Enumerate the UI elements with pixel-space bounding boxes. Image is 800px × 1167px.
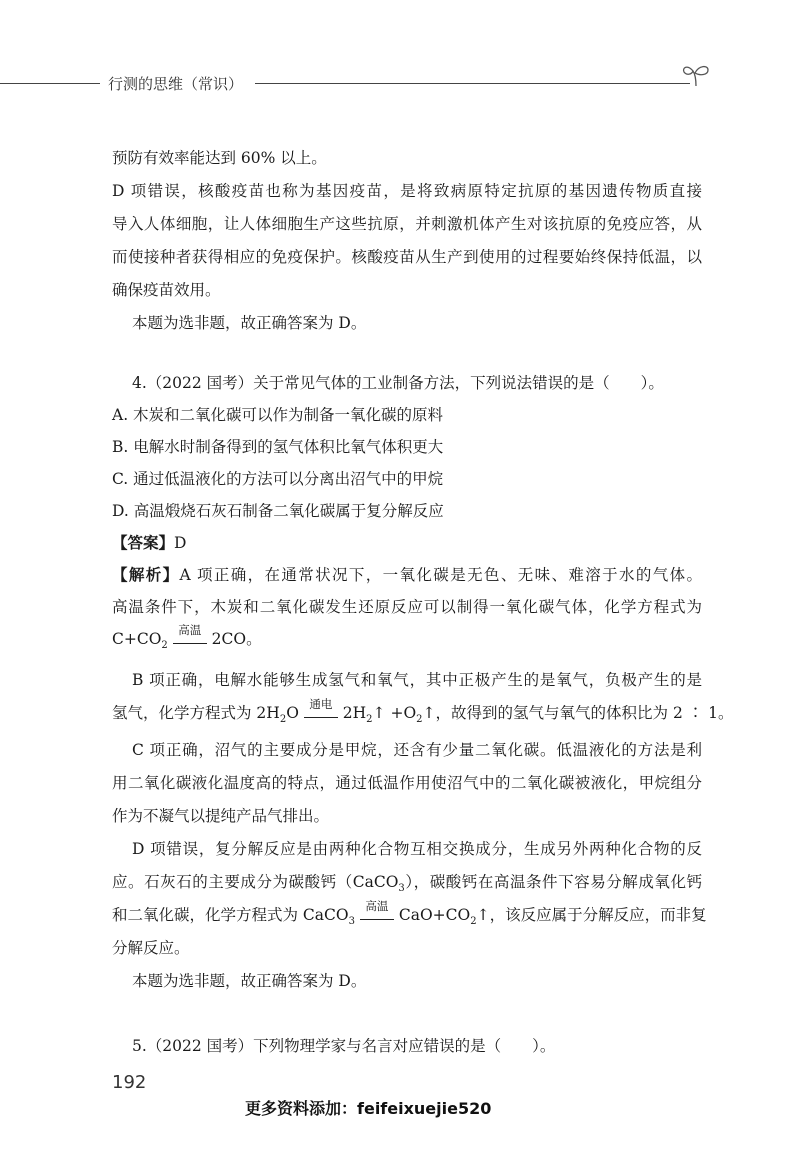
- header-rule-left: [0, 83, 100, 84]
- body-line-3: 导入人体细胞，让人体细胞生产这些抗原，并刺激机体产生对该抗原的免疫应答，从: [112, 215, 702, 233]
- analysis-d-line-1: D 项错误，复分解反应是由两种化合物互相交换成分，生成另外两种化合物的反: [132, 840, 702, 858]
- equation-3-arrow: 高温: [360, 909, 394, 920]
- analysis-c-line-2: 用二氧化碳液化温度高的特点，通过低温作用使沼气中的二氧化碳被液化，甲烷组分: [112, 774, 702, 792]
- question-5: 5.（2022 国考）下列物理学家与名言对应错误的是（ ）。: [132, 1037, 556, 1055]
- footer-contact-note: 更多资料添加：feifeixuejie520: [245, 1099, 492, 1118]
- analysis-b-line-1: B 项正确，电解水能够生成氢气和氧气，其中正极产生的是氧气，负极产生的是: [132, 671, 702, 689]
- option-c: C. 通过低温液化的方法可以分离出沼气中的甲烷: [112, 470, 444, 488]
- option-b: B. 电解水时制备得到的氢气体积比氧气体积更大: [112, 438, 444, 456]
- equation-2-arrow: 通电: [304, 707, 338, 718]
- answer-line: [112, 533, 186, 553]
- page-number: 192: [112, 1072, 147, 1093]
- analysis-a-line-1: 【解析】A 项正确，在通常状况下，一氧化碳是无色、无味、难溶于水的气体。: [112, 565, 702, 584]
- analysis-b-line-2: 氢气，化学方程式为 $2H_2O$ 通电 $2H_2↑$ $+O_2↑$，故得到的氢气与氧气的体积比为 2 ∶ 1。: [112, 697, 734, 726]
- analysis-label: 【解析】: [112, 565, 180, 584]
- analysis-d-line-2: 应。石灰石的主要成分为碳酸钙（CaCO$_3$），碳酸钙在高温条件下容易分解成氧化钙: [112, 873, 702, 895]
- sprout-icon: [681, 62, 711, 88]
- option-a: A. 木炭和二氧化碳可以作为制备一氧化碳的原料: [112, 406, 444, 424]
- analysis-a-line-2: 高温条件下，木炭和二氧化碳发生还原反应可以制得一氧化碳气体，化学方程式为: [112, 598, 702, 616]
- analysis-c-line-3: 作为不凝气以提纯产品气排出。: [112, 807, 330, 825]
- analysis-d-line-4: 分解反应。: [112, 939, 190, 957]
- body-line-1: 预防有效率能达到 60% 以上。: [112, 149, 327, 167]
- equation-1: $C+CO_2$ 高温 2CO。: [112, 623, 262, 652]
- answer-label: 【答案】: [112, 533, 175, 552]
- answer-value: D: [174, 534, 187, 552]
- body-line-5: 确保疫苗效用。: [112, 281, 221, 299]
- body-line-2: D 项错误，核酸疫苗也称为基因疫苗，是将致病原特定抗原的基因遗传物质直接: [112, 182, 702, 200]
- body-line-4: 而使接种者获得相应的免疫保护。核酸疫苗从生产到使用的过程要始终保持低温，以: [112, 248, 702, 266]
- option-d: D. 高温煅烧石灰石制备二氧化碳属于复分解反应: [112, 502, 444, 520]
- running-header-title: 行测的思维（常识）: [108, 75, 244, 93]
- conclusion-4: 本题为选非题，故正确答案为 D。: [132, 972, 367, 990]
- analysis-d-line-3: 和二氧化碳，化学方程式为 CaCO$_3$ 高温 $CaO+CO_2↑$，该反应属于分解反应，而非复: [112, 899, 707, 928]
- header-rule-right: [255, 83, 690, 84]
- conclusion-3: 本题为选非题，故正确答案为 D。: [132, 314, 367, 332]
- analysis-c-line-1: C 项正确，沼气的主要成分是甲烷，还含有少量二氧化碳。低温液化的方法是利: [132, 741, 702, 759]
- equation-1-arrow: 高温: [173, 633, 207, 644]
- question-4: 4.（2022 国考）关于常见气体的工业制备方法，下列说法错误的是（ ）。: [132, 374, 664, 392]
